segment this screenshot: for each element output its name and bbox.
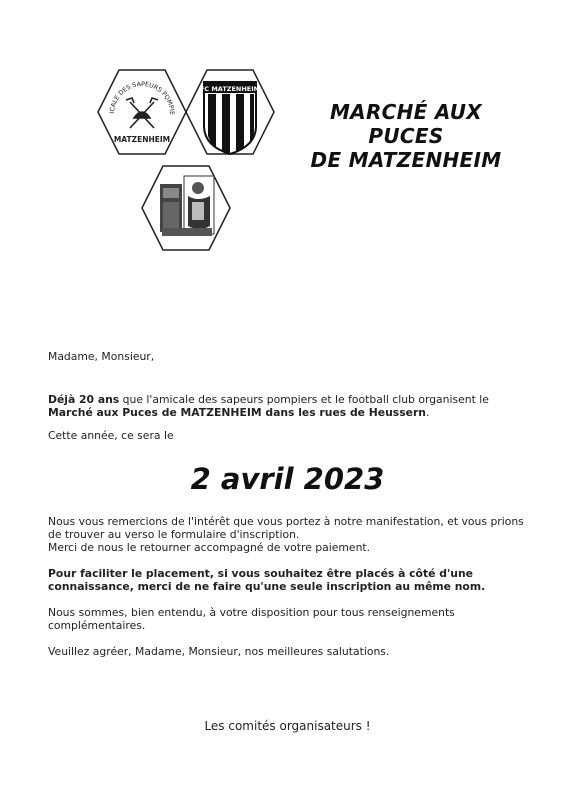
sapeurs-town-text: MATZENHEIM xyxy=(113,135,171,144)
placement-paragraph: Pour faciliter le placement, si vous souhaitez être placés à côté d'une connaissance, merci de ne faire qu'une seule inscription au même nom. xyxy=(48,567,486,593)
intro-bold-years: Déjà 20 ans xyxy=(48,393,120,406)
regards-paragraph: Veuillez agréer, Madame, Monsieur, nos meilleures salutations. xyxy=(48,645,390,658)
intro-date-lead: Cette année, ce sera le xyxy=(48,429,174,442)
intro-period: . xyxy=(426,406,430,419)
event-date: 2 avril 2023 xyxy=(190,462,385,496)
thanks-line: Nous vous remercions de l'intérêt que vous portez à notre manifestation, et vous prions de trouver au verso le formulaire d'inscription. xyxy=(48,515,524,541)
logo-group xyxy=(93,61,276,256)
coat-of-arms-logo xyxy=(140,162,232,254)
fc-matzenheim-logo xyxy=(184,66,276,158)
page-title xyxy=(296,100,516,172)
sapeurs-arc-text: AMICALE DES SAPEURS POMPIERS xyxy=(93,61,176,116)
salutation: Madame, Monsieur, xyxy=(48,350,155,363)
intro-bold-event: Marché aux Puces de MATZENHEIM dans les rues de Heussern xyxy=(48,406,426,419)
title-line-2: PUCES xyxy=(368,124,444,148)
signature-closing: Les comités organisateurs ! xyxy=(204,719,371,733)
thanks-paragraph xyxy=(48,515,528,554)
intro-text: que l'amicale des sapeurs pompiers et le football club organisent le xyxy=(119,393,489,406)
fc-shield-text: FC MATZENHEIM xyxy=(199,85,261,93)
title-line-1: MARCHÉ AUX xyxy=(329,100,483,124)
return-line: Merci de nous le retourner accompagné de votre paiement. xyxy=(48,541,371,554)
coat-of-arms-icon xyxy=(160,176,214,236)
title-line-3: DE MATZENHEIM xyxy=(310,148,502,172)
availability-paragraph: Nous sommes, bien entendu, à votre disposition pour tous renseignements complémentaires. xyxy=(48,606,455,632)
sapeurs-pompiers-logo xyxy=(93,61,188,158)
intro-paragraph xyxy=(48,393,528,419)
